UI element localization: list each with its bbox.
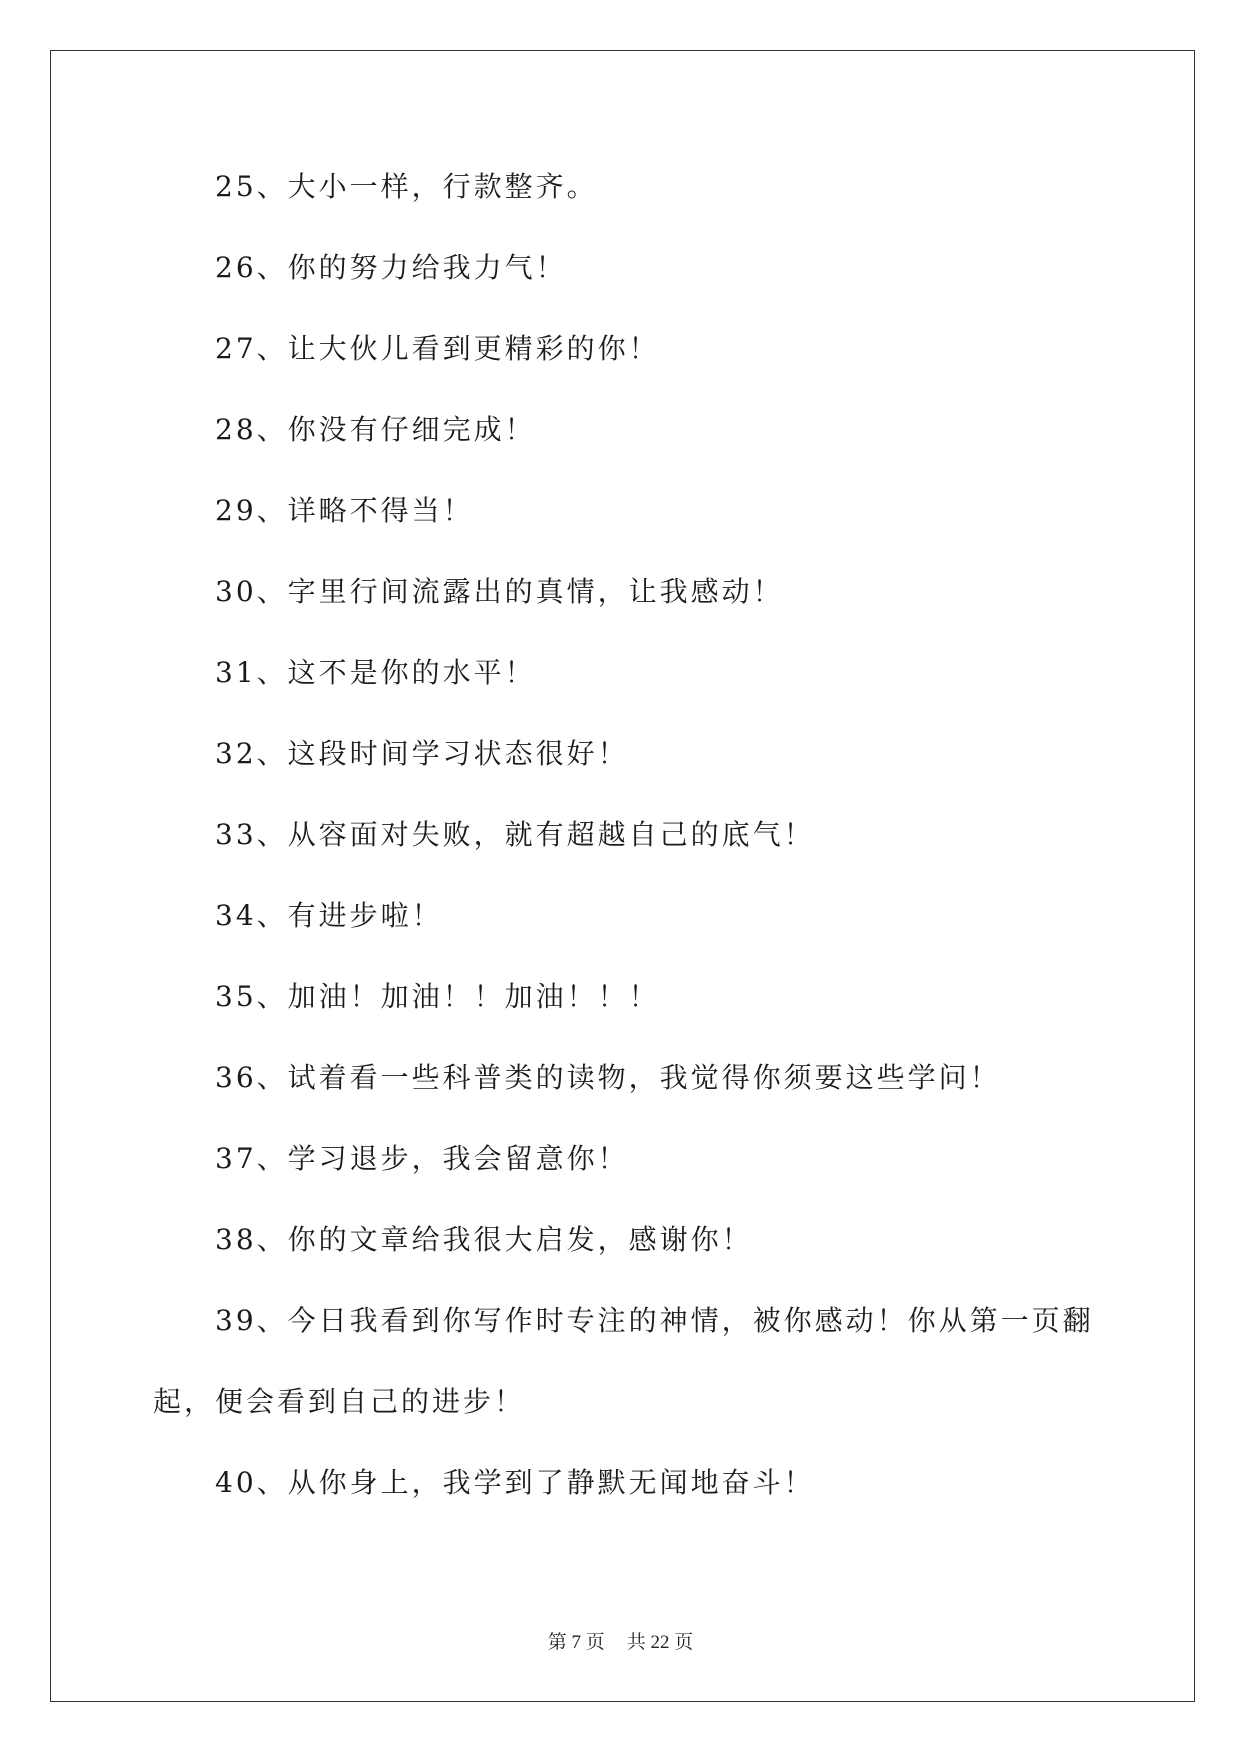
list-item: 35、加油！加油！！加油！！！ (215, 980, 660, 1013)
page-footer (0, 1627, 1241, 1654)
list-item: 29、详略不得当！ (215, 494, 474, 527)
list-item: 39、今日我看到你写作时专注的神情，被你感动！你从第一页翻 (215, 1304, 1094, 1337)
list-item: 26、你的努力给我力气！ (215, 251, 567, 284)
list-item-continuation: 起，便会看到自己的进步！ (153, 1385, 526, 1418)
list-item: 25、大小一样，行款整齐。 (215, 170, 598, 203)
list-item: 38、你的文章给我很大启发，感谢你！ (215, 1223, 753, 1256)
page-number: 第 7 页 (547, 1632, 605, 1653)
list-item: 27、让大伙儿看到更精彩的你！ (215, 332, 660, 365)
page-total: 共 22 页 (626, 1632, 694, 1653)
list-item: 33、从容面对失败，就有超越自己的底气！ (215, 818, 815, 851)
list-item: 36、试着看一些科普类的读物，我觉得你须要这些学问！ (215, 1061, 1001, 1094)
page-border (50, 50, 1195, 1702)
list-item: 30、字里行间流露出的真情，让我感动！ (215, 575, 784, 608)
list-item: 37、学习退步，我会留意你！ (215, 1142, 629, 1175)
list-item: 31、这不是你的水平！ (215, 656, 536, 689)
list-item: 40、从你身上，我学到了静默无闻地奋斗！ (215, 1466, 815, 1499)
list-item: 28、你没有仔细完成！ (215, 413, 536, 446)
list-item: 34、有进步啦！ (215, 899, 443, 932)
list-item: 32、这段时间学习状态很好！ (215, 737, 629, 770)
